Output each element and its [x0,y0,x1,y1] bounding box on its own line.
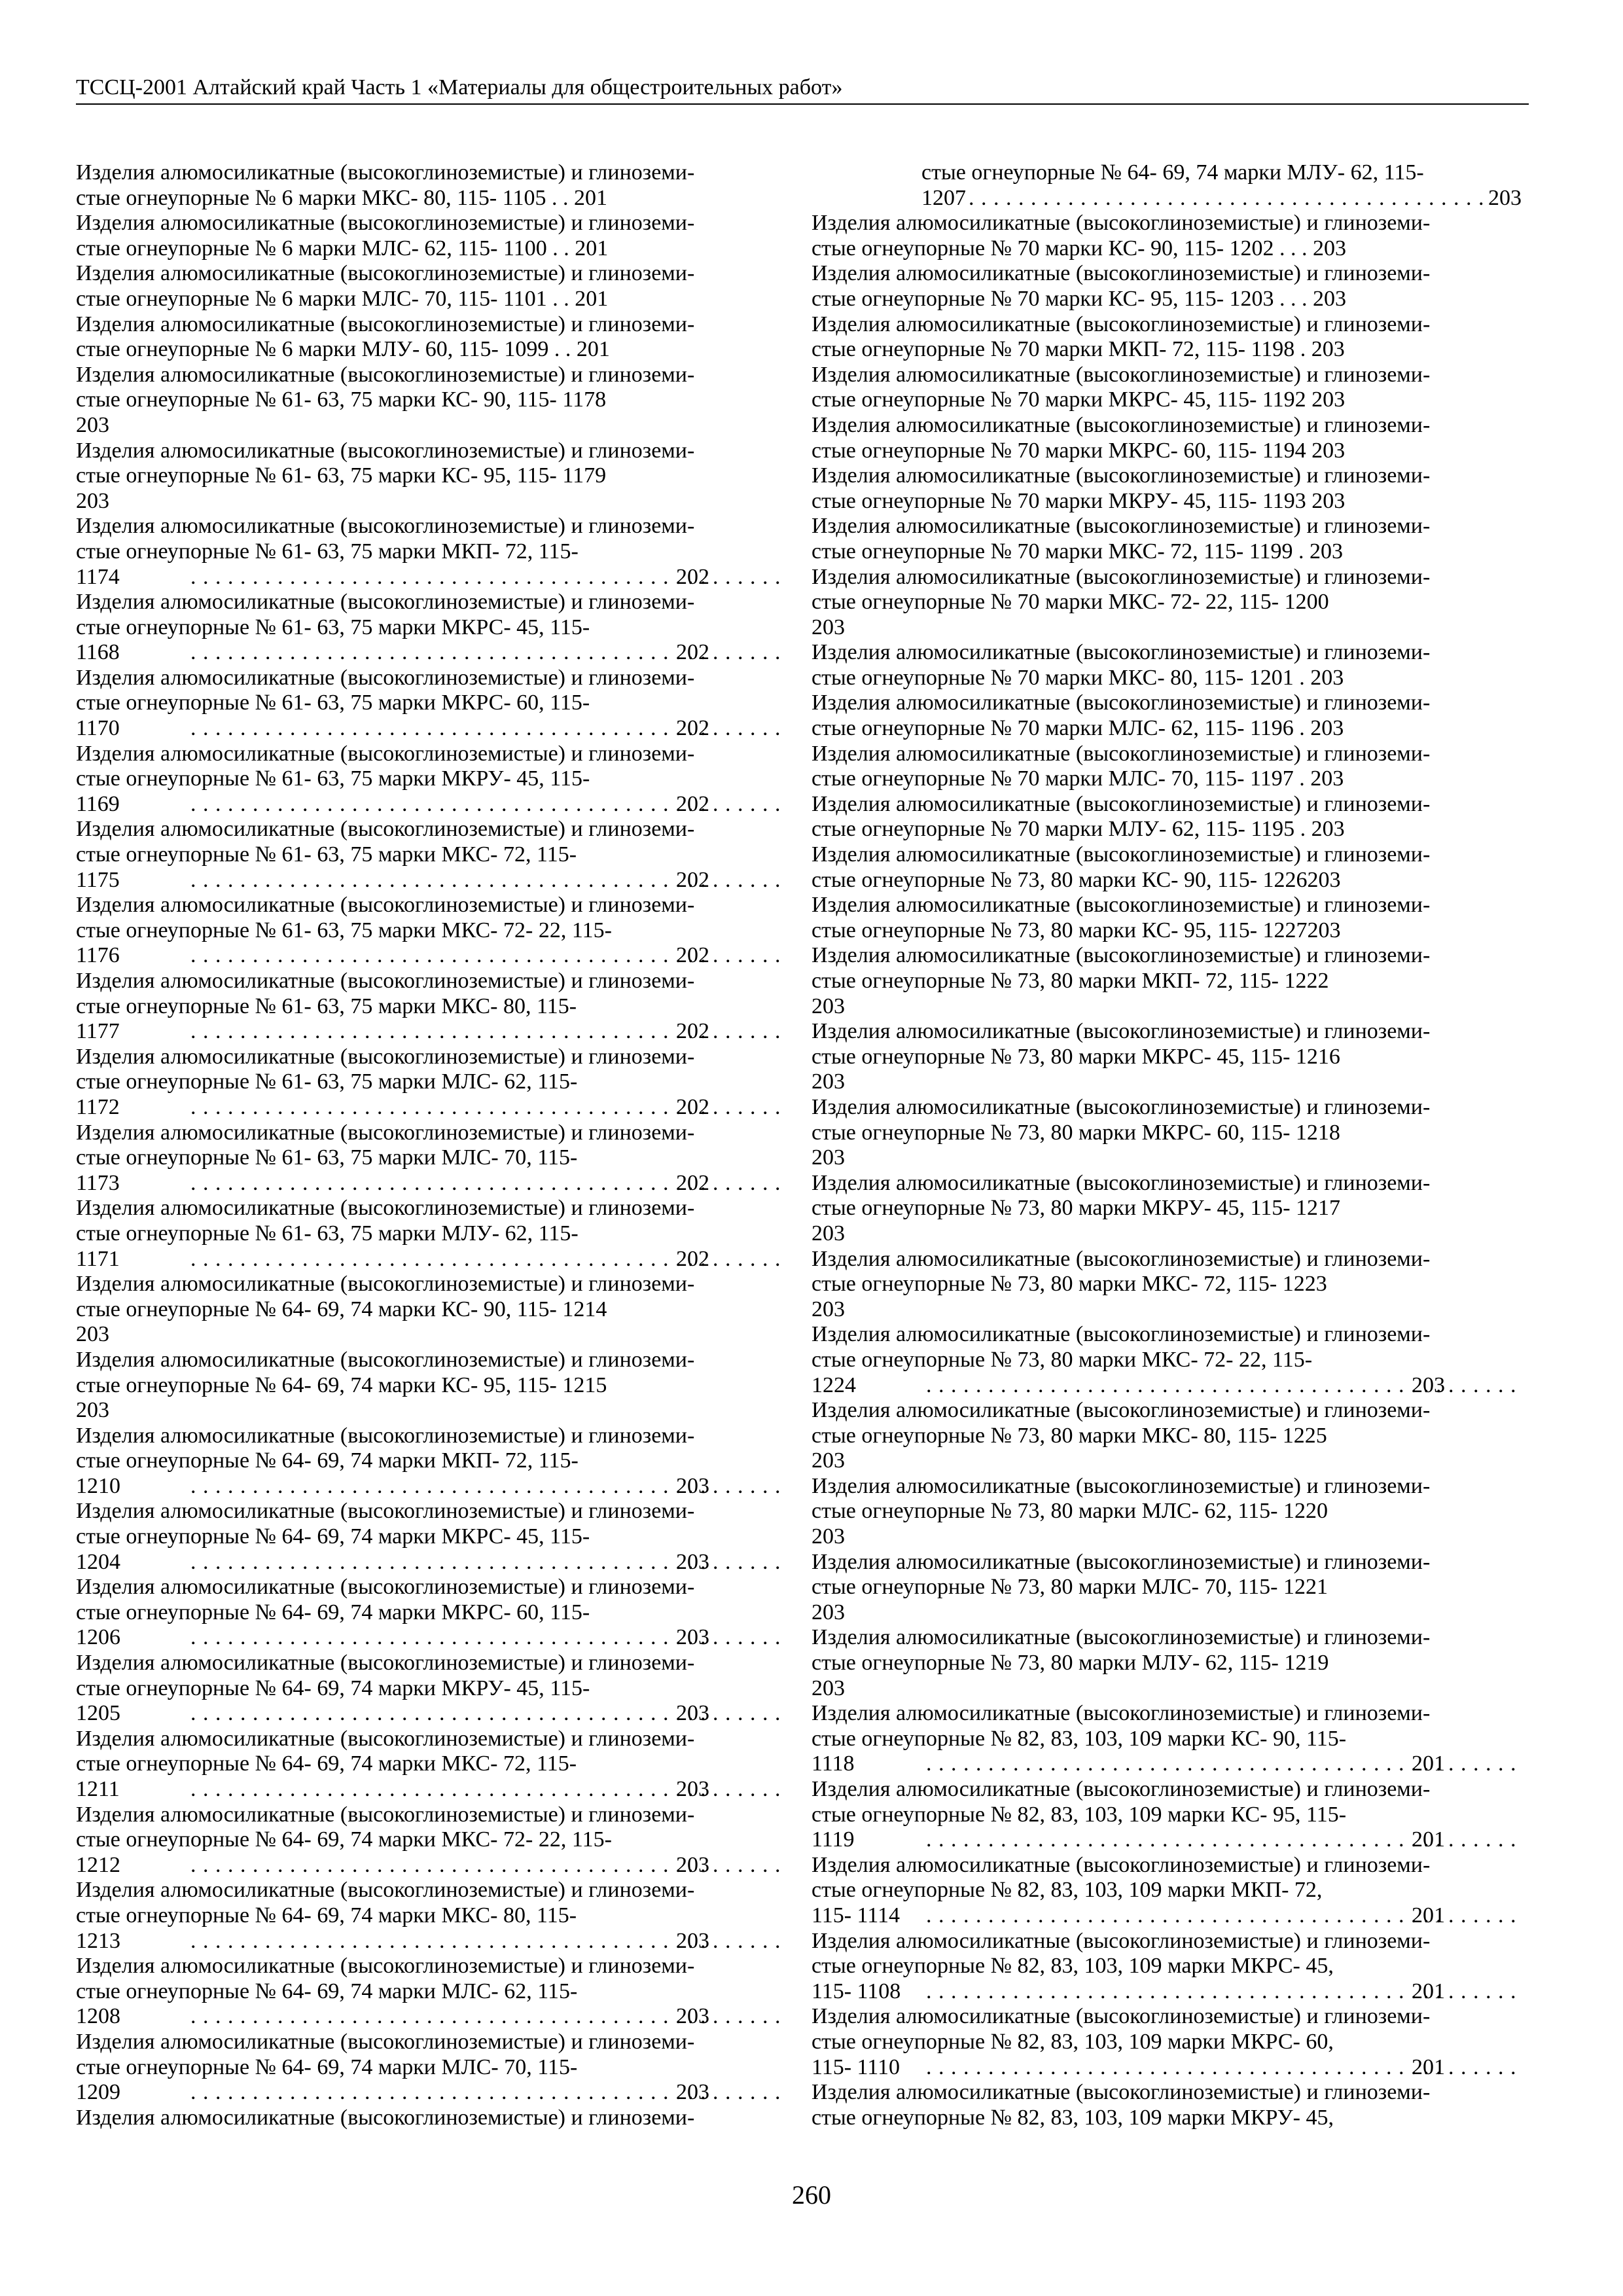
index-entry-line: Изделия алюмосиликатные (высокоглиноземистые) и глиноземи- [812,1398,1431,1423]
index-entry [76,1651,786,1727]
index-entry-line: 203 [812,1221,845,1246]
index-entry-line: Изделия алюмосиликатные (высокоглиноземистые) и глиноземи- [812,1928,1431,1953]
index-entry-line: Изделия алюмосиликатные (высокоглиноземистые) и глиноземи- [76,741,695,766]
index-entry-line: Изделия алюмосиликатные (высокоглиноземистые) и глиноземи- [76,1120,695,1145]
index-entry [76,1348,786,1424]
index-entry [812,742,1522,792]
index-entry-line: Изделия алюмосиликатные (высокоглиноземистые) и глиноземи- [76,1347,695,1372]
index-entry [812,514,1522,564]
index-entry-leader-line: 1174 . . . 202 [186,565,786,590]
index-entry-line: стые огнеупорные № 73, 80 марки МЛС- 62, 115- 1220 [812,1499,1328,1524]
index-entry-leader-line: 1177 . . . 202 [186,1019,786,1045]
index-entry [76,1424,786,1499]
index-entry-line: стые огнеупорные № 64- 69, 74 марки КС- 90, 115- 1214 [76,1297,607,1321]
index-entry-line: 203 [76,412,109,437]
index-entry-line: Изделия алюмосиликатные (высокоглиноземистые) и глиноземи- [76,665,695,690]
index-entry [812,565,1522,641]
index-entry-line: Изделия алюмосиликатные (высокоглиноземистые) и глиноземи- [812,1322,1431,1347]
index-entry [812,363,1522,413]
index-entry-line: стые огнеупорные № 70 марки МКРС- 45, 115- 1192 203 [812,387,1346,412]
index-entry-line: 203 [812,1676,845,1700]
index-entry-line: стые огнеупорные № 82, 83, 103, 109 марки МКРС- 60, [812,2029,1334,2054]
index-entry-line: Изделия алюмосиликатные (высокоглиноземистые) и глиноземи- [812,741,1431,766]
index-entry-line: 203 [76,1398,109,1423]
index-entry-line: Изделия алюмосиликатные (высокоглиноземистые) и глиноземи- [76,1651,695,1676]
index-entry-leader-line: 1212 . . . 203 [186,1853,786,1878]
index-entry-line: 203 [76,1322,109,1347]
index-entry-line: Изделия алюмосиликатные (высокоглиноземистые) и глиноземи- [812,842,1431,867]
index-entry-leader-line: 115- 1114 . . . 201 [921,1903,1522,1929]
index-entry [76,2030,786,2106]
index-entry-line: Изделия алюмосиликатные (высокоглиноземистые) и глиноземи- [812,943,1431,968]
index-entry-line: 203 [76,488,109,513]
index-entry-line: Изделия алюмосиликатные (высокоглиноземистые) и глиноземи- [76,362,695,387]
index-entry-line: Изделия алюмосиликатные (высокоглиноземистые) и глиноземи- [76,261,695,286]
index-entry-line: стые огнеупорные № 73, 80 марки МКРС- 60, 115- 1218 [812,1120,1340,1145]
index-entry [812,1625,1522,1701]
index-entry [76,261,786,312]
index-entry [812,1322,1522,1398]
index-entry-leader-line [921,186,1522,211]
index-entry-line: стые огнеупорные № 73, 80 марки КС- 95, 115- 1227203 [812,918,1341,942]
index-entry [76,666,786,742]
index-entry-line: 203 [812,1524,845,1549]
index-entry-line: Изделия алюмосиликатные (высокоглиноземистые) и глиноземи- [812,412,1431,437]
index-entry-leader-line: 1209 . . . 203 [186,2080,786,2106]
index-entry-line: Изделия алюмосиликатные (высокоглиноземистые) и глиноземи- [76,2029,695,2054]
index-entry-leader-line: 1213 . . . 203 [186,1929,786,1954]
index-entry-line: стые огнеупорные № 73, 80 марки МКРС- 45, 115- 1216 [812,1044,1340,1069]
index-entry-line: стые огнеупорные № 70 марки МКС- 80, 115- 1201 . 203 [812,665,1344,690]
index-entry [812,413,1522,463]
index-entry [812,1474,1522,1550]
index-entry-line: Изделия алюмосиликатные (высокоглиноземистые) и глиноземи- [76,1954,695,1979]
index-entry-line: стые огнеупорные № 73, 80 марки МКС- 80, 115- 1225 [812,1423,1327,1448]
index-entry [812,691,1522,741]
index-entry-line: стые огнеупорные № 61- 63, 75 марки МКС- 72- 22, 115- [76,918,612,942]
index-entry [76,1121,786,1196]
index-entry-line: Изделия алюмосиликатные (высокоглиноземистые) и глиноземи- [812,2004,1431,2029]
index-entry [76,439,786,514]
index-entry-line: стые огнеупорные № 61- 63, 75 марки КС- 90, 115- 1178 [76,387,607,412]
index-entry-line: стые огнеупорные № 73, 80 марки МЛУ- 62, 115- 1219 [812,1651,1329,1676]
index-entry-line: стые огнеупорные № 6 марки МЛС- 62, 115- 1100 . . 201 [76,236,609,260]
index-entry-line: Изделия алюмосиликатные (высокоглиноземистые) и глиноземи- [76,514,695,539]
index-entry-line: Изделия алюмосиликатные (высокоглиноземистые) и глиноземи- [76,2105,695,2130]
index-entry-line: стые огнеупорные № 61- 63, 75 марки МЛУ- 62, 115- [76,1221,579,1246]
index-entry-line: Изделия алюмосиликатные (высокоглиноземистые) и глиноземи- [812,362,1431,387]
index-entry [812,312,1522,363]
index-entry-line: Изделия алюмосиликатные (высокоглиноземистые) и глиноземи- [812,1625,1431,1650]
index-entry-line: Изделия алюмосиликатные (высокоглиноземистые) и глиноземи- [812,2080,1431,2105]
index-entry-code: 1207 [921,185,966,210]
index-entry-line: стые огнеупорные № 70 марки МЛУ- 62, 115- 1195 . 203 [812,817,1345,842]
index-entry [76,742,786,817]
index-entry-line: стые огнеупорные № 61- 63, 75 марки МЛС- 70, 115- [76,1145,578,1170]
index-entry-line: стые огнеупорные № 6 марки МКС- 80, 115- 1105 . . 201 [76,185,607,210]
index-entry [76,1499,786,1575]
index-entry-line: 203 [812,1069,845,1094]
index-entry-leader-line: 1169 . . . 202 [186,792,786,817]
index-entry-line: стые огнеупорные № 70 марки КС- 90, 115- 1202 . . . 203 [812,236,1347,260]
index-entry-line: Изделия алюмосиликатные (высокоглиноземистые) и глиноземи- [812,691,1431,715]
index-entry-line: стые огнеупорные № 61- 63, 75 марки КС- 95, 115- 1179 [76,463,607,488]
index-entry-leader-line: 1204 . . . 203 [186,1550,786,1575]
index-entry [812,893,1522,943]
index-entry [76,590,786,666]
index-entry-line: стые огнеупорные № 61- 63, 75 марки МЛС- 62, 115- [76,1069,578,1094]
index-entry-line: Изделия алюмосиликатные (высокоглиноземистые) и глиноземи- [76,438,695,463]
index-entry-line: стые огнеупорные № 70 марки КС- 95, 115- 1203 . . . 203 [812,286,1347,311]
index-entry-line: Изделия алюмосиликатные (высокоглиноземистые) и глиноземи- [812,1246,1431,1271]
index-entry-line: стые огнеупорные № 61- 63, 75 марки МКРС- 60, 115- [76,691,590,715]
index-entry-leader-line: 1175 . . . 202 [186,868,786,893]
index-entry [76,363,786,439]
index-entry-line: стые огнеупорные № 82, 83, 103, 109 марки МКРУ- 45, [812,2105,1334,2130]
index-entry [812,463,1522,514]
index-entry-line: стые огнеупорные № 64- 69, 74 марки МКП- 72, 115- [76,1448,579,1473]
index-entry-line: стые огнеупорные № 64- 69, 74 марки МКРС- 45, 115- [76,1524,590,1549]
index-entry-line: Изделия алюмосиликатные (высокоглиноземистые) и глиноземи- [76,1878,695,1903]
index-entry [812,1171,1522,1247]
index-entry-line: стые огнеупорные № 61- 63, 75 марки МКС- 72, 115- [76,842,577,867]
index-entry-line: Изделия алюмосиликатные (высокоглиноземистые) и глиноземи- [76,1044,695,1069]
index-entry [76,1954,786,2030]
running-header: ТССЦ-2001 Алтайский край Часть 1 «Материалы для общестроительных работ» [76,73,1529,105]
index-entry-line: стые огнеупорные № 70 марки МКС- 72, 115- 1199 . 203 [812,539,1343,564]
index-entry-line: Изделия алюмосиликатные (высокоглиноземистые) и глиноземи- [812,791,1431,816]
index-entry [812,261,1522,312]
index-entry-leader-line: 1171 . . . 202 [186,1247,786,1272]
index-entry-leader-line: 1224 . . . 203 [921,1373,1522,1399]
index-column-right [812,160,1522,2130]
index-entry [812,1095,1522,1171]
index-entry-line: 203 [812,1600,845,1624]
index-entry [76,1045,786,1121]
index-entry-line: Изделия алюмосиликатные (высокоглиноземистые) и глиноземи- [76,1802,695,1827]
index-entry-line: Изделия алюмосиликатные (высокоглиноземистые) и глиноземи- [812,1852,1431,1877]
index-entry [76,1575,786,1651]
index-entry [812,2080,1522,2130]
index-entry-line: Изделия алюмосиликатные (высокоглиноземистые) и глиноземи- [76,969,695,993]
index-entry-line: Изделия алюмосиликатные (высокоглиноземистые) и глиноземи- [76,1423,695,1448]
index-entry-line: Изделия алюмосиликатные (высокоглиноземистые) и глиноземи- [76,312,695,336]
index-entry-line: стые огнеупорные № 64- 69, 74 марки МКС- 72- 22, 115- [76,1827,612,1852]
index-entry-line: Изделия алюмосиликатные (высокоглиноземистые) и глиноземи- [76,160,695,185]
index-entry-line: Изделия алюмосиликатные (высокоглиноземистые) и глиноземи- [76,211,695,236]
index-entry-line: Изделия алюмосиликатные (высокоглиноземистые) и глиноземи- [76,1196,695,1221]
index-entry-line: Изделия алюмосиликатные (высокоглиноземистые) и глиноземи- [812,893,1431,918]
index-entry [76,1727,786,1803]
index-entry [812,792,1522,842]
index-entry [812,1701,1522,1777]
index-entry [76,1878,786,1954]
index-entry-line: стые огнеупорные № 73, 80 марки МЛС- 70, 115- 1221 [812,1575,1328,1600]
index-entry-line: Изделия алюмосиликатные (высокоглиноземистые) и глиноземи- [812,211,1431,236]
index-entry [76,1196,786,1272]
index-entry-line: Изделия алюмосиликатные (высокоглиноземистые) и глиноземи- [812,1019,1431,1044]
index-entry [812,160,1522,211]
index-column-left [76,160,786,2130]
index-entry [812,1853,1522,1929]
index-entry-line: стые огнеупорные № 73, 80 марки МКРУ- 45, 115- 1217 [812,1196,1341,1221]
index-entry [76,514,786,590]
index-entry-line: стые огнеупорные № 73, 80 марки МКС- 72, 115- 1223 [812,1272,1327,1297]
index-entry [812,943,1522,1019]
index-entry [812,1550,1522,1626]
index-entry-leader-line: 115- 1108 . . . 201 [921,1979,1522,2005]
index-entry [812,211,1522,261]
index-entry-line: стые огнеупорные № 73, 80 марки КС- 90, 115- 1226203 [812,867,1341,892]
index-entry-line: стые огнеупорные № 64- 69, 74 марки МЛС- 70, 115- [76,2054,578,2079]
index-entry-line: стые огнеупорные № 70 марки МКП- 72, 115- 1198 . 203 [812,337,1345,362]
index-entry-line: стые огнеупорные № 6 марки МЛУ- 60, 115- 1099 . . 201 [76,337,610,362]
page-number: 260 [792,2180,831,2210]
index-entry [76,1272,786,1348]
index-entry [812,640,1522,691]
index-entry-line: 203 [812,615,845,639]
index-entry-leader-line: 1210 . . . 203 [186,1474,786,1499]
index-entry-leader-line: 1176 . . . 202 [186,943,786,969]
index-entry-page: 203 [1488,185,1522,210]
index-entry-line: стые огнеупорные № 64- 69, 74 марки МКС- 72, 115- [76,1751,577,1776]
index-entry-line: 203 [812,1145,845,1170]
index-entry-line: стые огнеупорные № 64- 69, 74 марки МКС- 80, 115- [76,1903,577,1928]
index-entry-line: стые огнеупорные № 70 марки МЛС- 62, 115- 1196 . 203 [812,716,1344,741]
index-entry-line: Изделия алюмосиликатные (высокоглиноземистые) и глиноземи- [812,564,1431,589]
index-entry-leader-line: 1168 . . . 202 [186,640,786,666]
dot-leader [966,186,1488,211]
index-entry [76,817,786,893]
index-entry-line: Изделия алюмосиликатные (высокоглиноземистые) и глиноземи- [812,1094,1431,1119]
index-entry-line: стые огнеупорные № 6 марки МЛС- 70, 115- 1101 . . 201 [76,286,609,311]
index-entry-line: Изделия алюмосиликатные (высокоглиноземистые) и глиноземи- [76,1272,695,1297]
index-entry-line: Изделия алюмосиликатные (высокоглиноземистые) и глиноземи- [76,817,695,842]
index-entry-leader-line: 1211 . . . 203 [186,1777,786,1803]
index-entry [76,893,786,969]
index-entry [76,211,786,261]
index-entry-line: стые огнеупорные № 61- 63, 75 марки МКРУ- 45, 115- [76,766,590,791]
index-entry [76,1803,786,1878]
index-entry [812,1019,1522,1095]
index-entry [76,160,786,211]
index-entry-line: Изделия алюмосиликатные (высокоглиноземистые) и глиноземи- [812,1777,1431,1801]
index-entry [76,2106,786,2131]
index-entry-line: стые огнеупорные № 70 марки МКРУ- 45, 115- 1193 203 [812,488,1346,513]
index-entry-line: Изделия алюмосиликатные (высокоглиноземистые) и глиноземи- [812,312,1431,336]
index-entry-line: стые огнеупорные № 70 марки МКРС- 60, 115- 1194 203 [812,438,1346,463]
index-entry-line: Изделия алюмосиликатные (высокоглиноземистые) и глиноземи- [812,1473,1431,1498]
index-entry-line: стые огнеупорные № 73, 80 марки МКС- 72- 22, 115- [812,1347,1313,1372]
index-entry [76,312,786,363]
index-entry-line: стые огнеупорные № 82, 83, 103, 109 марки МКРС- 45, [812,1954,1334,1979]
index-entry-line: стые огнеупорные № 70 марки МЛС- 70, 115- 1197 . 203 [812,766,1344,791]
index-entry-line: стые огнеупорные № 82, 83, 103, 109 марки МКП- 72, [812,1878,1323,1903]
index-entry [812,1777,1522,1853]
index-entry-line: Изделия алюмосиликатные (высокоглиноземистые) и глиноземи- [76,1499,695,1524]
index-entry-line: 203 [812,1297,845,1321]
index-entry-leader-line: 115- 1110 . . . 201 [921,2055,1522,2081]
index-entry-line: Изделия алюмосиликатные (высокоглиноземистые) и глиноземи- [76,1575,695,1600]
index-entry-line: стые огнеупорные № 61- 63, 75 марки МКРС- 45, 115- [76,615,590,639]
index-entry [812,1398,1522,1474]
index-entry-line: стые огнеупорные № 64- 69, 74 марки МЛС- 62, 115- [76,1979,578,2003]
index-entry-line: стые огнеупорные № 64- 69, 74 марки МЛУ- 62, 115- [921,160,1424,185]
index-entry-line: стые огнеупорные № 64- 69, 74 марки МКРС- 60, 115- [76,1600,590,1624]
index-entry-leader-line: 1205 . . . 203 [186,1701,786,1727]
index-entry [812,842,1522,893]
index-entry-line: стые огнеупорные № 82, 83, 103, 109 марки КС- 90, 115- [812,1726,1347,1751]
index-entry-leader-line: 1172 . . . 202 [186,1095,786,1121]
index-entry-line: Изделия алюмосиликатные (высокоглиноземистые) и глиноземи- [76,1726,695,1751]
index-entry-line: 203 [812,994,845,1018]
index-entry-line: Изделия алюмосиликатные (высокоглиноземистые) и глиноземи- [76,590,695,615]
index-entry-line: Изделия алюмосиликатные (высокоглиноземистые) и глиноземи- [76,893,695,918]
index-entry-line: Изделия алюмосиликатные (высокоглиноземистые) и глиноземи- [812,261,1431,286]
index-entry-leader-line: 1170 . . . 202 [186,716,786,742]
index-entry [812,1247,1522,1323]
index-entry [812,1929,1522,2005]
index-entry-leader-line: 1173 . . . 202 [186,1171,786,1196]
index-entry-line: стые огнеупорные № 70 марки МКС- 72- 22, 115- 1200 [812,590,1329,615]
index-entry-line: Изделия алюмосиликатные (высокоглиноземистые) и глиноземи- [812,1549,1431,1574]
index-entry-line: 203 [812,1448,845,1473]
index-entry-line: стые огнеупорные № 64- 69, 74 марки МКРУ- 45, 115- [76,1676,590,1700]
index-entry-line: Изделия алюмосиликатные (высокоглиноземистые) и глиноземи- [812,514,1431,539]
index-entry [812,2004,1522,2080]
index-entry-leader-line: 1118 . . . 201 [921,1751,1522,1777]
index-entry-line: стые огнеупорные № 82, 83, 103, 109 марки КС- 95, 115- [812,1802,1347,1827]
index-entry-leader-line: 1119 . . . 201 [921,1827,1522,1853]
index-entry-line: стые огнеупорные № 73, 80 марки МКП- 72, 115- 1222 [812,969,1329,993]
index-entry-line: Изделия алюмосиликатные (высокоглиноземистые) и глиноземи- [812,463,1431,488]
index-entry-line: стые огнеупорные № 64- 69, 74 марки КС- 95, 115- 1215 [76,1372,607,1397]
index-entry [76,969,786,1045]
index-entry-line: стые огнеупорные № 61- 63, 75 марки МКС- 80, 115- [76,994,577,1018]
index-entry-line: стые огнеупорные № 61- 63, 75 марки МКП- 72, 115- [76,539,579,564]
index-entry-leader-line: 1208 . . . 203 [186,2004,786,2030]
index-entry-leader-line: 1206 . . . 203 [186,1625,786,1651]
index-entry-line: Изделия алюмосиликатные (высокоглиноземистые) и глиноземи- [812,1701,1431,1726]
index-entry-line: Изделия алюмосиликатные (высокоглиноземистые) и глиноземи- [812,1170,1431,1195]
index-entry-line: Изделия алюмосиликатные (высокоглиноземистые) и глиноземи- [812,640,1431,665]
